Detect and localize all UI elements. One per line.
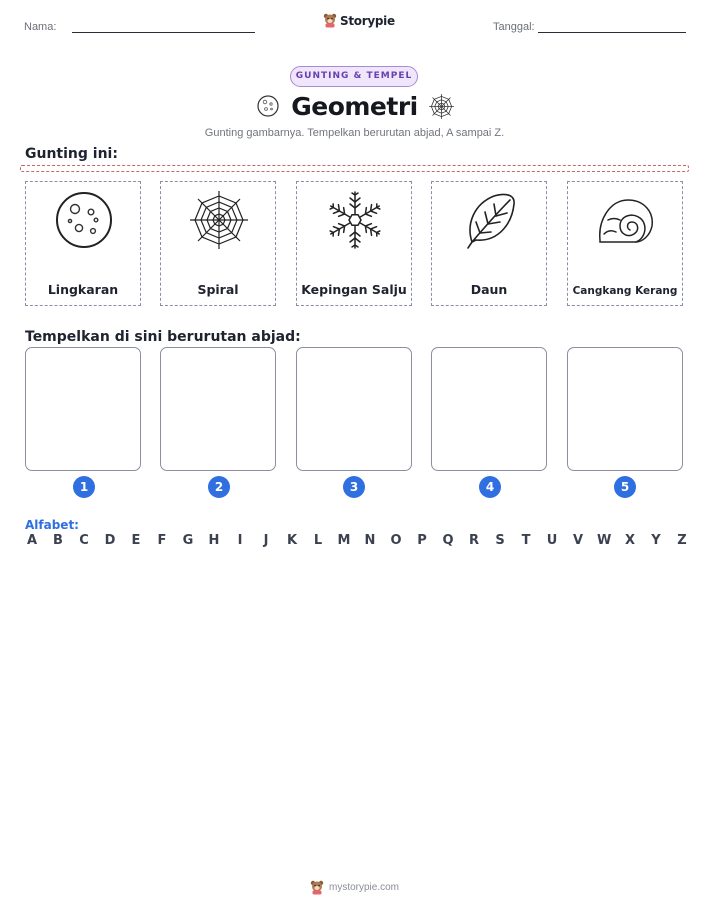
paste-box-1[interactable] [25,347,141,471]
date-line[interactable] [538,32,686,33]
alphabet-letter: O [390,533,402,548]
leaf-icon [460,190,520,250]
name-line[interactable] [72,32,255,33]
alphabet-letter: M [337,533,351,548]
cut-card-label: Daun [470,282,508,297]
paste-box-3[interactable] [296,347,412,471]
alphabet-letter: G [182,533,194,548]
alphabet-letter: T [521,533,531,548]
activity-badge: GUNTING & TEMPEL [290,66,418,87]
alphabet-letter: K [286,533,298,548]
alphabet-letter: U [546,533,558,548]
alphabet-letter: J [263,533,269,548]
alphabet-letter: H [208,533,220,548]
cut-card-spiral[interactable] [160,181,276,306]
spiderweb-icon [189,190,249,250]
alphabet-letter: L [313,533,323,548]
name-label: Nama: [24,21,57,33]
cut-card-lingkaran[interactable] [25,181,141,306]
brand-logo [323,13,395,28]
alphabet-letter: B [53,533,63,548]
alphabet-letter: E [131,533,141,548]
alphabet-label: Alfabet: [25,518,79,532]
seashell-icon [596,190,656,250]
cut-card-daun[interactable] [431,181,547,306]
paste-box-4[interactable] [431,347,547,471]
footer-url[interactable]: mystorypie.com [328,882,399,893]
instructions: Gunting gambarnya. Tempelkan berurutan abjad, A sampai Z. [204,127,505,139]
alphabet-letter: D [104,533,116,548]
alphabet-letter: Q [442,533,454,548]
alphabet-letter: R [468,533,479,548]
footer [0,880,709,895]
page-title: Geometri [291,92,418,121]
cut-line [20,165,689,172]
cut-card-label: Lingkaran [47,282,119,297]
alphabet-letter: C [79,533,89,548]
number-badge: 2 [208,476,230,498]
number-badge: 3 [343,476,365,498]
cut-card-cangkang-kerang[interactable] [567,181,683,306]
alphabet-letter: Y [651,533,661,548]
alphabet-letter: X [624,533,636,548]
alphabet-letter: W [597,533,612,548]
number-badge: 4 [479,476,501,498]
brand-name: Storypie [340,13,395,28]
cut-card-label: Cangkang Kerang [572,285,678,297]
alphabet-letter: N [364,533,376,548]
cut-card-kepingan-salju[interactable] [296,181,412,306]
cut-card-label: Kepingan Salju [301,282,407,297]
alphabet-row [25,533,689,548]
alphabet-letter: A [26,533,38,548]
paste-section-label: Tempelkan di sini berurutan abjad: [25,329,301,345]
number-badge: 1 [73,476,95,498]
bear-mascot-icon [323,13,337,28]
alphabet-letter: Z [677,533,687,548]
paste-box-5[interactable] [567,347,683,471]
alphabet-letter: V [572,533,584,548]
alphabet-letter: P [417,533,427,548]
bear-mascot-icon [310,880,324,895]
date-label: Tanggal: [493,21,535,33]
snowflake-icon [325,190,385,250]
cut-section-label: Gunting ini: [25,146,118,162]
spiderweb-icon [428,93,455,120]
cut-card-label: Spiral [197,282,239,297]
moon-icon [54,190,114,250]
alphabet-letter: F [157,533,167,548]
alphabet-letter: I [237,533,243,548]
number-badge: 5 [614,476,636,498]
paste-box-2[interactable] [160,347,276,471]
alphabet-letter: S [495,533,505,548]
